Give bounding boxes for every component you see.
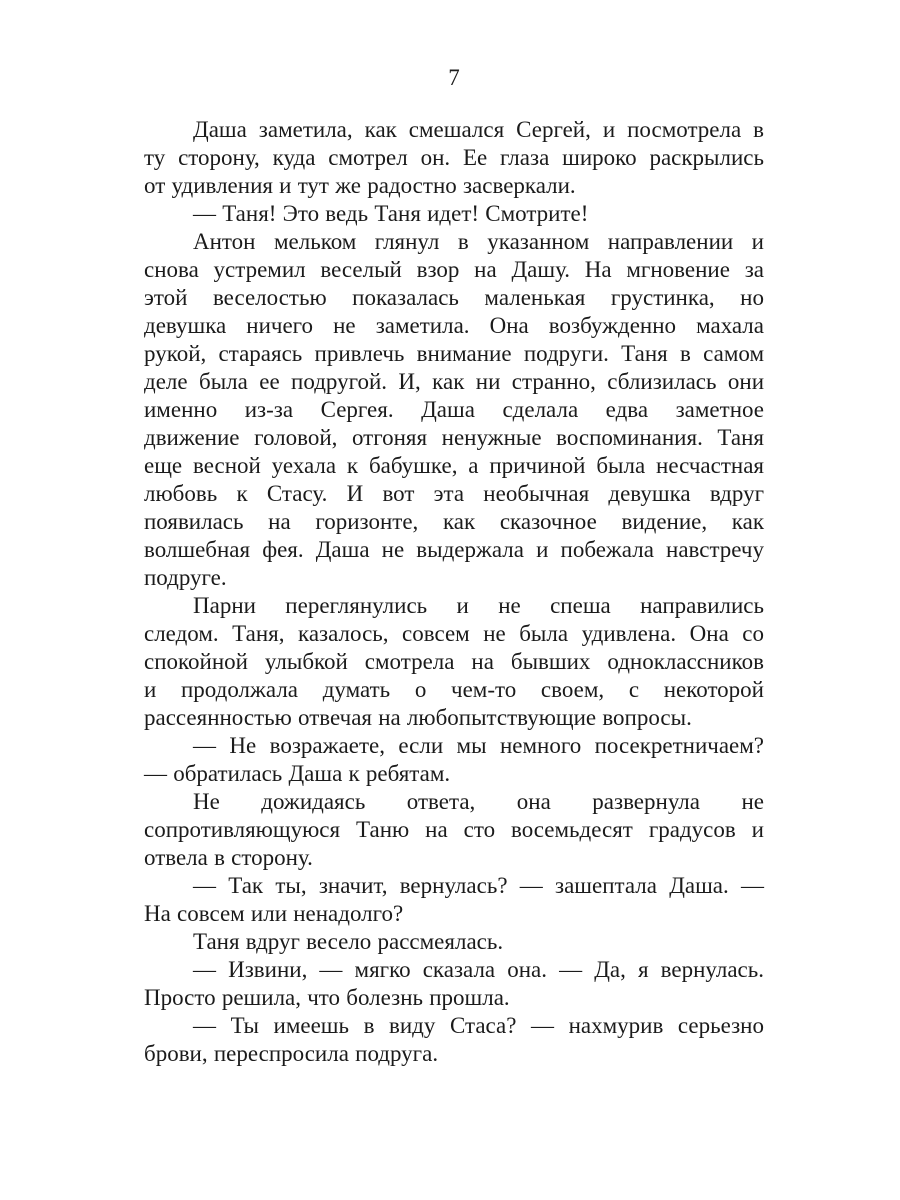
text-line: рассеянностью отвечая на любопытствующие вопросы. bbox=[144, 705, 692, 730]
text-line: брови, переспросила подруга. bbox=[144, 1041, 439, 1066]
text-line: волшебная фея. Даша не выдержала и побежала навстречу bbox=[144, 537, 764, 562]
text-line: — Извини, — мягко сказала она. — Да, я вернулась. bbox=[193, 957, 764, 982]
text-line: — Ты имеешь в виду Стаса? — нахмурив серьезно bbox=[193, 1013, 764, 1038]
text-line: ту сторону, куда смотрел он. Ее глаза широко раскрылись bbox=[144, 145, 764, 170]
text-line: девушка ничего не заметила. Она возбужденно махала bbox=[144, 313, 764, 338]
paragraph bbox=[144, 228, 764, 592]
page-number: 7 bbox=[448, 65, 460, 90]
text-line: любовь к Стасу. И вот эта необычная девушка вдруг bbox=[144, 481, 764, 506]
paragraph bbox=[144, 200, 764, 228]
paragraph bbox=[144, 872, 764, 928]
text-line: деле была ее подругой. И, как ни странно, сблизилась они bbox=[144, 369, 764, 394]
text-line: снова устремил веселый взор на Дашу. На мгновение за bbox=[144, 257, 764, 282]
text-line: — Не возражаете, если мы немного посекретничаем? bbox=[193, 733, 764, 758]
paragraph bbox=[144, 1012, 764, 1068]
text-line: следом. Таня, казалось, совсем не была удивлена. Она со bbox=[144, 621, 764, 646]
text-line: — Так ты, значит, вернулась? — зашептала Даша. — bbox=[193, 873, 764, 898]
text-line: — обратилась Даша к ребятам. bbox=[144, 761, 451, 786]
text-line: Просто решила, что болезнь прошла. bbox=[144, 985, 510, 1010]
text-line: именно из-за Сергея. Даша сделала едва заметное bbox=[144, 397, 764, 422]
text-line: — Таня! Это ведь Таня идет! Смотрите! bbox=[193, 201, 589, 226]
text-line: отвела в сторону. bbox=[144, 845, 313, 870]
text-line: еще весной уехала к бабушке, а причиной была несчастная bbox=[144, 453, 764, 478]
text-line: Не дожидаясь ответа, она развернула не bbox=[193, 789, 764, 814]
paragraph bbox=[144, 928, 764, 956]
text-block bbox=[144, 116, 764, 1068]
text-line: сопротивляющуюся Таню на сто восемьдесят градусов и bbox=[144, 817, 764, 842]
text-line: появилась на горизонте, как сказочное видение, как bbox=[144, 509, 764, 534]
text-line: этой веселостью показалась маленькая грустинка, но bbox=[144, 285, 764, 310]
text-line: Антон мельком глянул в указанном направлении и bbox=[193, 229, 764, 254]
text-line: от удивления и тут же радостно засверкали. bbox=[144, 173, 576, 198]
paragraph bbox=[144, 956, 764, 1012]
paragraph bbox=[144, 116, 764, 200]
text-line: На совсем или ненадолго? bbox=[144, 901, 404, 926]
paragraph bbox=[144, 788, 764, 872]
paragraph bbox=[144, 732, 764, 788]
text-line: и продолжала думать о чем-то своем, с некоторой bbox=[144, 677, 764, 702]
paragraph bbox=[144, 592, 764, 732]
text-line: рукой, стараясь привлечь внимание подруги. Таня в самом bbox=[144, 341, 764, 366]
text-line: подруге. bbox=[144, 565, 227, 590]
text-line: движение головой, отгоняя ненужные воспоминания. Таня bbox=[144, 425, 764, 450]
text-line: Даша заметила, как смешался Сергей, и посмотрела в bbox=[193, 117, 764, 142]
text-line: Таня вдруг весело рассмеялась. bbox=[193, 929, 504, 954]
text-line: спокойной улыбкой смотрела на бывших одноклассников bbox=[144, 649, 764, 674]
text-line: Парни переглянулись и не спеша направились bbox=[193, 593, 764, 618]
